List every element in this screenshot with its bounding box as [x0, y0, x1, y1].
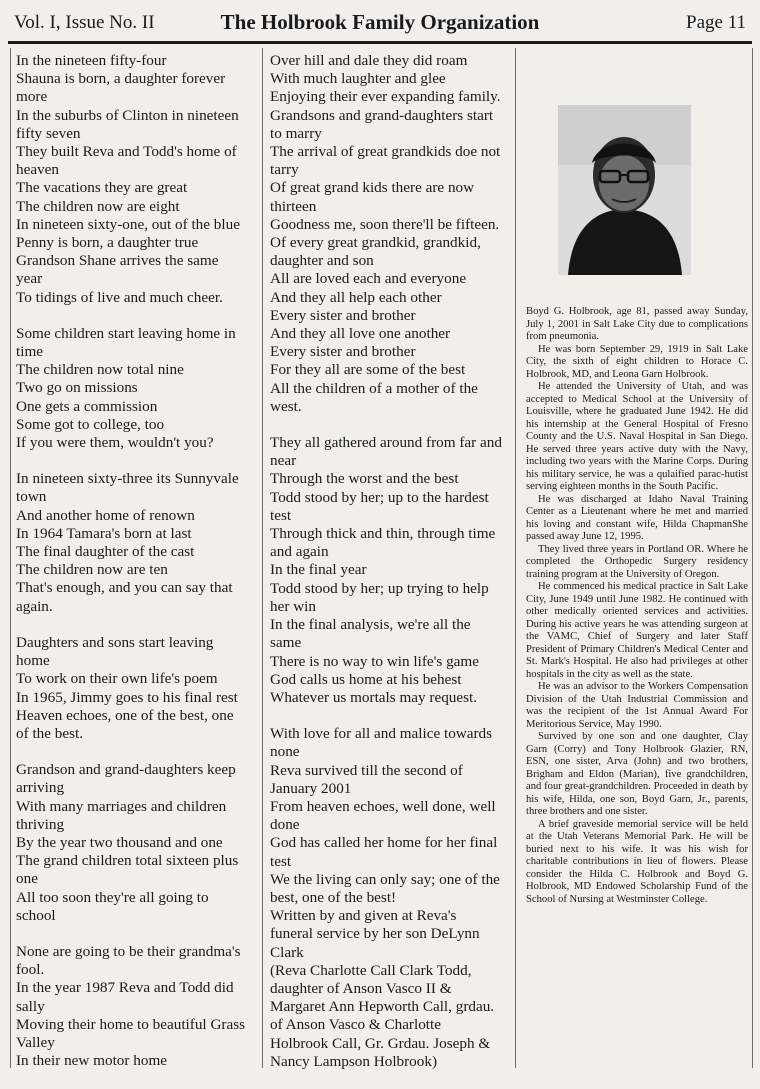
column-divider — [752, 48, 753, 1068]
obituary-paragraph: He was an advisor to the Workers Compensation Division of the Utah Industrial Commission and was the recipient of the 1st Annual Award For Meritorious Service, May 1990. — [526, 681, 748, 730]
obituary-paragraph: He attended the University of Utah, and was accepted to Medical School at the University of Louisville, where he graduated June 1942. He did his internship at the General Hospital of Fresno County and the U.S. Naval Hospital in San Diego. He served three years active duty with the Navy, including two years with the Marine Corps. During his military service, he was a qulaified parac-hutist serving eighteen months in the South Pacific. — [526, 381, 748, 492]
poem-stanza: Some children start leaving home in time The children now total nine Two go on missions One gets a commission Some got to college, too If you were them, wouldn't you? — [16, 324, 236, 452]
obituary-paragraph: Boyd G. Holbrook, age 81, passed away Sunday, July 1, 2001 in Salt Lake City due to complications from pneumonia. — [526, 306, 748, 342]
poem-stanza: Grandson and grand-daughters keep arriving With many marriages and children thriving By the year two thousand and one The grand children total sixteen plus one All too soon they're all going to school — [16, 761, 239, 924]
obituary-text — [526, 306, 748, 906]
obituary-paragraph: They lived three years in Portland OR. Where he completed the Orthopedic Surgery residency training program at the University of Oregon. — [526, 543, 748, 580]
issue-label: Vol. I, Issue No. II — [14, 12, 155, 33]
portrait-image — [558, 105, 691, 275]
column-divider — [262, 48, 263, 1068]
poem-stanza: Over hill and dale they did roam With much laughter and glee Enjoying their ever expanding family. Grandsons and grand-daughters start to marry The arrival of great grandkids doe not tarry Of great grand kids there are now thirteen Goodness me, soon there'll be fifteen. Of every great grandkid, grandkid, daughter and son All are loved each and everyone And they all help each other Every sister and brother And they all love one another Every sister and brother For they all are some of the best All the children of a mother of the west. — [270, 52, 501, 415]
poem-stanza: In nineteen sixty-three its Sunnyvale town And another home of renown In 1964 Tamara's born at last The final daughter of the cast The children now are ten That's enough, and you can say that again. — [16, 470, 239, 615]
poem-stanza: In the nineteen fifty-four Shauna is born, a daughter forever more In the suburbs of Clinton in nineteen fifty seven They built Reva and Todd's home of heaven The vacations they are great The children now are eight In nineteen sixty-one, out of the blue Penny is born, a daughter true Grandson Shane arrives the same year To tidings of live and much cheer. — [16, 52, 240, 306]
column-divider — [10, 48, 11, 1068]
portrait-photo — [558, 105, 691, 275]
obituary-paragraph: He commenced his medical practice in Salt Lake City, June 1949 until June 1982. He continued with other medically oriented services and activities. During his active years he was attending surgeon at the VAMC, Chief of Surgery and later Staff President of Primary Children's Medical Center and St. Mark's Hospital. He also had privileges at other hospitals in the city as well as the state. — [526, 581, 748, 680]
column-divider — [515, 48, 516, 1068]
obituary-paragraph: A brief graveside memorial service will be held at the Utah Veterans Memorial Park. He will be buried next to his wife. It was his wish for charitable contributions in lieu of flowers. Please consider the Hilda C. Holbrook and Boyd G. Holbrook, MD Endowed Scholarship Fund of the School of Nursing at Westminster College. — [526, 818, 748, 905]
poem-stanza: None are going to be their grandma's fool. In the year 1987 Reva and Todd did sally Moving their home to beautiful Grass Valley In their new motor home — [16, 942, 246, 1070]
page-number: Page 11 — [686, 12, 746, 33]
poem-stanza: Daughters and sons start leaving home To work on their own life's poem In 1965, Jimmy goes to his final rest Heaven echoes, one of the best, one of the best. — [16, 633, 238, 742]
obituary-paragraph: He was born September 29, 1919 in Salt Lake City, the sixth of eight children to Horace C. Holbrook, MD, and Leona Garn Holbrook. — [526, 343, 748, 380]
newsletter-title: The Holbrook Family Organization — [220, 10, 540, 34]
poem-stanza: With love for all and malice towards none Reva survived till the second of January 2001 From heaven echoes, well done, well done God has called her home for her final test We the living can only say; one of the best, one of the best! Written by and given at Reva's funeral service by her son DeLynn Clark (Reva Charlotte Call Clark Todd, daughter of Anson Vasco II & Margaret Ann Hepworth Call, grdau. of Anson Vasco & Charlotte Holbrook Call, Gr. Grdau. Joseph & Nancy Lampson Holbrook) — [270, 725, 500, 1070]
poem-column-1 — [16, 52, 248, 1088]
obituary-paragraph: He was discharged at Idaho Naval Training Center as a Lieutenant where he met and married his loving and constant wife, Hilda ChapmanShe passed away June 12, 1995. — [526, 493, 748, 542]
poem-column-2 — [270, 52, 502, 1089]
page-header — [0, 8, 760, 40]
obituary-paragraph: Survived by one son and one daughter, Clay Garn (Corry) and Tony Holbrook Glazier, RN, ESN, one sister, Arva (John) and two brothers, Brigham and Eldon (Marian), five grandchildren, and four great-grandchildren. Proceeded in death by his wife, Hilda, one son, Boyd Garn, Jr., parents, three brothers and one sister. — [526, 731, 748, 817]
poem-stanza: They all gathered around from far and near Through the worst and the best Todd stood by her; up to the hardest test Through thick and thin, through time and again In the final year Todd stood by her; up trying to help her win In the final analysis, we're all the same There is no way to win life's game God calls us home at his behest Whatever us mortals may request. — [270, 434, 502, 706]
header-rule — [8, 41, 752, 44]
